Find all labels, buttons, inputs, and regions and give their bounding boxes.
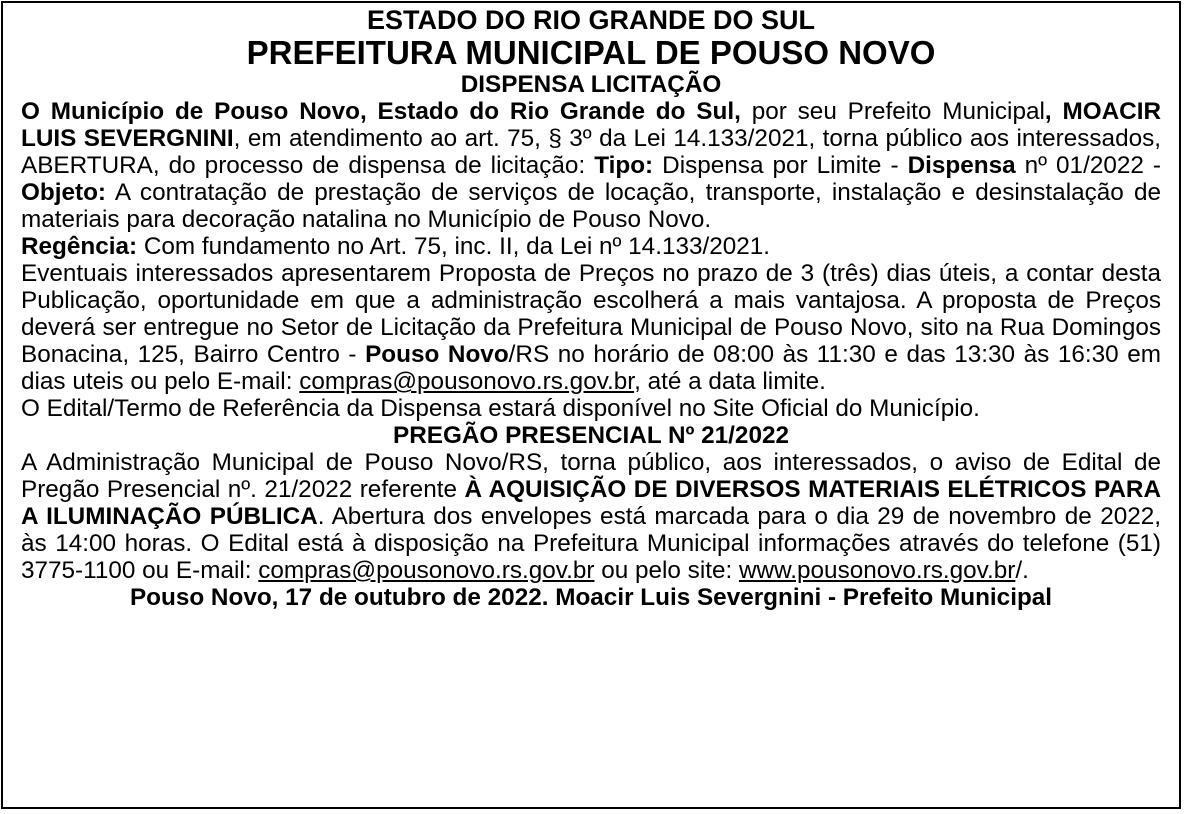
site-link[interactable]: www.pousonovo.rs.gov.br xyxy=(738,557,1016,584)
text-bold: Tipo: xyxy=(594,152,654,179)
text: A Administração Municipal de Pouso Novo/RS, torna público, aos interessados, o aviso de Edital de Pregão Presencial nº. 21/2022 referente xyxy=(21,449,1161,503)
dispensa-paragraph-2 xyxy=(21,233,1161,260)
text: /RS no horário de 08:00 às 11:30 e das 13:30 às 16:30 em dias uteis ou pelo E-mail: xyxy=(21,341,1161,395)
text: nº 01/2022 - xyxy=(1015,152,1161,179)
notice-content xyxy=(3,3,1179,611)
text: A contratação de prestação de serviços de locação, transporte, instalação e desinstalação de materiais para decoração natalina no Município de Pouso Novo. xyxy=(21,179,1161,233)
text: ou pelo site: xyxy=(594,557,739,584)
email-link[interactable]: compras@pousonovo.rs.gov.br xyxy=(299,368,635,395)
text: Com fundamento no Art. 75, inc. II, da Lei nº 14.133/2021. xyxy=(137,233,771,260)
text-bold: O Município de Pouso Novo, Estado do Rio Grande do Sul, xyxy=(21,98,741,125)
text: , até a data limite. xyxy=(634,368,826,395)
dispensa-paragraph-1 xyxy=(21,98,1161,233)
dispensa-paragraph-3 xyxy=(21,260,1161,395)
text: /. xyxy=(1015,557,1029,584)
text-bold: , MOACIR LUIS SEVERGNINI xyxy=(21,98,1161,152)
city-hall-heading: PREFEITURA MUNICIPAL DE POUSO NOVO xyxy=(246,34,936,71)
state-heading: ESTADO DO RIO GRANDE DO SUL xyxy=(366,5,816,35)
text: por seu Prefeito Municipal xyxy=(740,98,1045,125)
text: Dispensa por Limite - xyxy=(653,152,908,179)
text-bold: Regência: xyxy=(21,233,138,260)
text-bold: Pouso Novo xyxy=(365,341,509,368)
pregao-paragraph xyxy=(21,449,1161,584)
text-bold: Dispensa xyxy=(907,152,1016,179)
dispensa-title: DISPENSA LICITAÇÃO xyxy=(460,71,722,98)
text-bold: Objeto: xyxy=(21,179,107,206)
text: , em atendimento ao art. 75, § 3º da Lei 14.133/2021, torna público aos interessados, ABERTURA, do processo de dispensa de licitação: xyxy=(21,125,1161,179)
dispensa-paragraph-4: O Edital/Termo de Referência da Dispensa estará disponível no Site Oficial do Município. xyxy=(21,395,980,422)
text: . Abertura dos envelopes está marcada para o dia 29 de novembro de 2022, às 14:00 horas. O Edital está à disposição na Prefeitura Municipal informações através do telefone (51) 3775-1100 ou E-mail: xyxy=(21,503,1161,584)
email-link[interactable]: compras@pousonovo.rs.gov.br xyxy=(258,557,595,584)
pregao-title: PREGÃO PRESENCIAL Nº 21/2022 xyxy=(393,422,789,449)
text: Eventuais interessados apresentarem Proposta de Preços no prazo de 3 (três) dias úteis, a contar desta Publicação, oportunidade em que a administração escolherá a mais vantajosa. A proposta de Preços deverá ser entregue no Setor de Licitação da Prefeitura Municipal de Pouso Novo, sito na Rua Domingos Bonacina, 125, Bairro Centro - xyxy=(21,260,1161,368)
footer-signature: Pouso Novo, 17 de outubro de 2022. Moacir Luis Severgnini - Prefeito Municipal xyxy=(129,584,1053,611)
notice-frame xyxy=(1,1,1181,809)
text-bold: À AQUISIÇÃO DE DIVERSOS MATERIAIS ELÉTRICOS PARA A ILUMINAÇÃO PÚBLICA xyxy=(21,476,1161,530)
